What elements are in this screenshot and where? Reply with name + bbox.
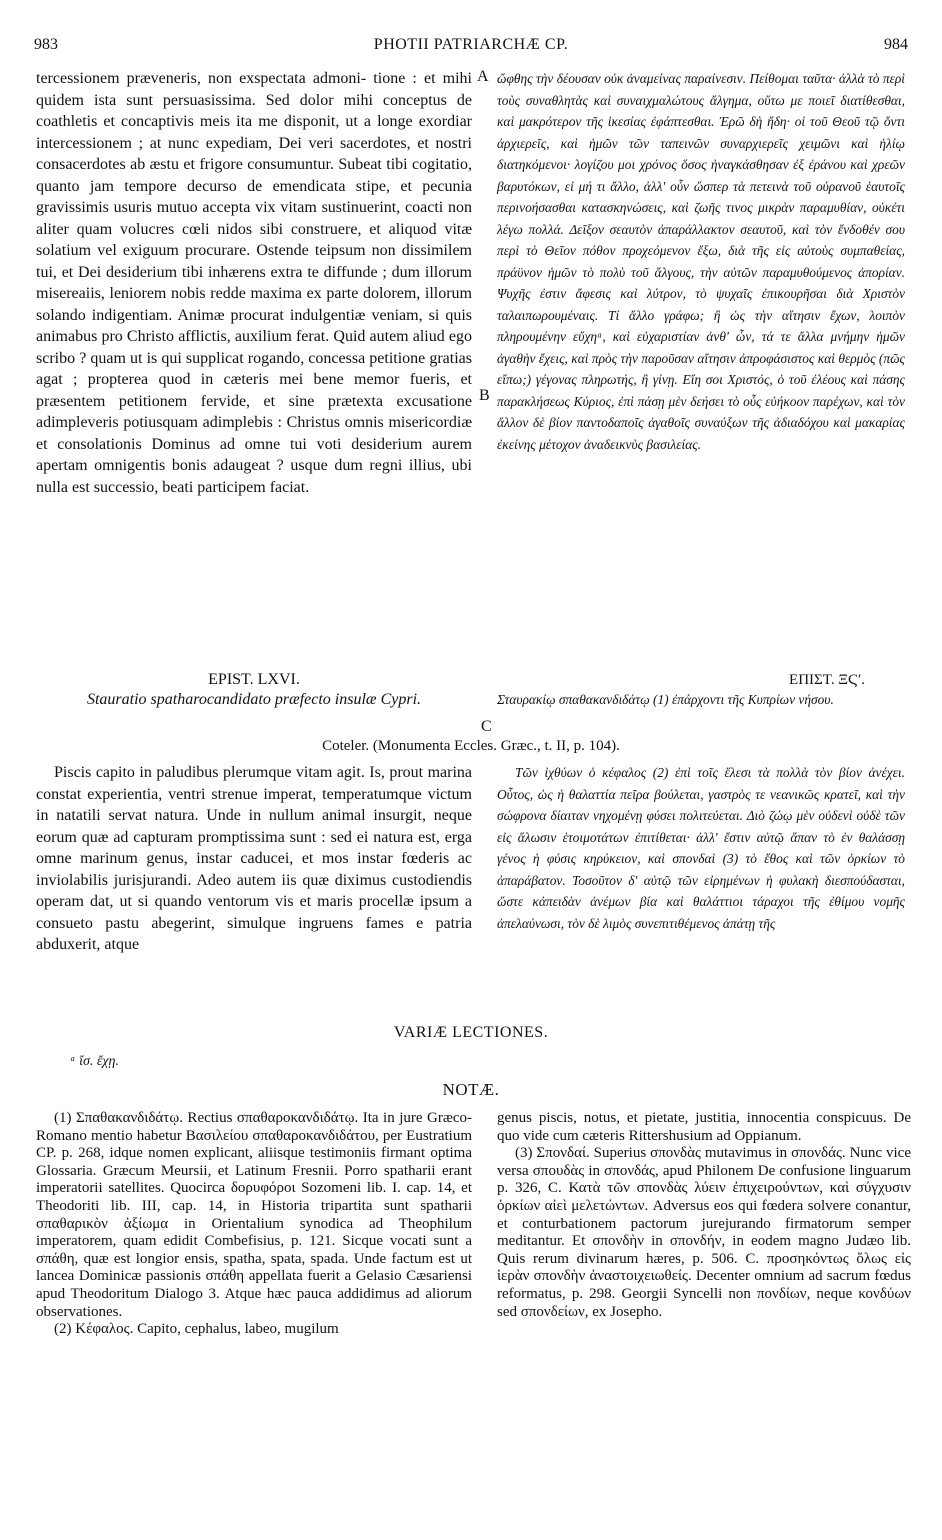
note-3: (3) Σπονδαί. Superius σπονδὰς mutavimus in σπονδάς. Nunc vice versa σπουδὰς in σπονδάς, apud Philonem De confusione linguarum p. 326, C. Κατὰ τῶν σπονδὰς λύειν ἐπιχειρούντων, καὶ σύγχυσιν ὁρκίων αἰεὶ μελετώντων. Adversus eos qui fœdera solvere conantur, et conturbationem pactorum jurejurando firmatorum semper meditantur. Et σπονδὴν in σπονδήν, in eodem magno Judæo lib. Quis rerum divinarum hæres, p. 506. C. προσηκόντως ὅλως εἰς ἱερὰν σπονδὴν ἀναστοιχειωθείς. Decenter omnium ad sacrum fœdus reformatus, p. 298. Georgii Syncelli non πονδίων, neque κονδύων sed σπονδείων, ex Josepho. bbox=[497, 1145, 911, 1320]
epistle-number-greek: ΕΠΙΣΤ. ΞϚʹ. bbox=[789, 672, 865, 688]
epistle-number-latin: EPIST. LXVI. bbox=[208, 671, 300, 688]
epistle-addressee-latin: Stauratio spatharocandidato præfecto insulæ Cypri. bbox=[86, 691, 422, 708]
notae-heading: NOTÆ. bbox=[442, 1080, 500, 1099]
greek-column-top bbox=[497, 68, 905, 455]
margin-marker-b: B bbox=[479, 387, 490, 404]
latin-paragraph-top: tercessionem præveneris, non exspectata admoni- tione : et mihi quidem ista sunt persuasissima. Sed dolor mihi conceptus de coathletis et concaptivis meis ita me disponit, ut a longe exordiar intercessionem ; at nunc expediam, Dei veri sacerdotes, et nostri consacerdotes ab æstu et frigore consumuntur. Subeat tibi cogitatio, quanto jam tempore decurso de emendicata stipe, et pecunia gravissimis usuris mutuo accepta vix vitam sustinuerint, coacti non aliter quam volucres cœli nidos sibi construere, et aliquod vitæ solatium vel exiguum procurare. Ostende teipsum non dissimilem tui, et Dei desiderium tibi inhærens extra te diffunde ; dum illorum misereaiis, leniorem nobis redde maxima ex parte dolorem, illorum solando indigentiam. Animæ procurat indulgentiæ veniam, si quis animabus pro Christo afflictis, auxilium ferat. Quid autem aliud ego scribo ? quam ut is qui supplicat rogando, concessa petitione gratias agat ; propterea quod in cæteris mei bene memor fueris, et præsentem petitionem fervide, et sine prætexta excusatione adimpleveris potiusquam adimplebis : Christus omnis misericordiæ et consolationis Dominus ad omne tui voti desiderium aurem apertam omnigentis bonis adaugeat ? usque dum regni illius, ubi nulla est successio, beati participem faciat. bbox=[36, 70, 472, 496]
notes-column-left bbox=[36, 1110, 472, 1339]
note-2-continued: genus piscis, notus, et pietate, justitia, innocentia conspicuus. De quo vide cum cæteris Rittershusium ad Oppianum. bbox=[497, 1110, 911, 1144]
greek-paragraph-top: ὤφθης τὴν δέουσαν οὐκ ἀναμείνας παραίνεσιν. Πείθομαι ταῦτα· ἀλλὰ τὸ περὶ τοὺς συναθλητὰς καὶ συναιχμαλώτους ἄλγημα, οὕτω με ποιεῖ διατίθεσθαι, καὶ μακρότερον τῆς ἱκεσίας ἐφάπτεσθαι. Ἐρῶ δὴ ἤδη· οἱ τοῦ Θεοῦ τῷ ὄντι ἀρχιερεῖς, καὶ ἡμῶν τῶν ταπεινῶν συναρχιερεῖς χειμῶνι καὶ ἡλίῳ διατηκόμενοι· λογίζου μοι χρόνος ὅσος ἠναγκάσθησαν ἐξ ἐράνου καὶ χρεῶν βαρυτόκων, εἰ μή τι ἄλλο, ἀλλ' οὖν ὥσπερ τὰ πετεινὰ τοῦ οὐρανοῦ ἑαυτοῖς περινοήσασθαι κατασκηνώσεις, καὶ ζωῆς τινος μικρὰν παραμυθίαν, οὐκέτι λέγω πολλά. Δεῖξον σεαυτὸν ἀπαράλλακτον σεαυτοῦ, καὶ τὸν ἔνδοθέν σου περὶ τὸ Θεῖον πόθον προχεόμενον ἔξω, διὰ τῆς εἰς αὐτοὺς συμπαθείας, πράϋνον ἡμῶν τὸ πολὺ τοῦ ἄλγους, τὴν αὐτῶν παραμυθούμενος ἀπορίαν. Ψυχῆς ἐστιν ἄφεσις καὶ λύτρον, τὸ ψυχαῖς ἐπικουρῆσαι διὰ Χριστὸν ταλαιπωρουμέναις. Τί ἄλλο γράφω; ἢ ὡς τὴν αἴτησιν ἔχων, λοιπὸν πληρουμένην εὔχηᵃ, καὶ εὐχαριστίαν ἀνθ' ὧν, τά τε ἄλλα μνήμην ἡμῶν ἀγαθὴν ἔχεις, καὶ πρὸς τὴν παροῦσαν αἴτησιν ἀπροφάσιστος καὶ θερμὸς (πῶς εἴπω;) γέγονας πληρωτής, ἢ γίνῃ. Εἴη σοι Χριστός, ὁ τοῦ ἐλέους καὶ πάσης παρακλήσεως Κύριος, ἐπὶ πάσῃ μὲν δεήσει τὸ οὖς εὐήκοον παρέχων, καὶ τὸν ἄλλον δὲ βίον παντοδαποῖς ἀγαθοῖς συναύξων τῆς ἀδιαδόχου καὶ μακαρίας ἐκείνης μέτοχον ἀναδεικνὺς βασιλείας. bbox=[497, 71, 905, 452]
greek-paragraph-bottom: Τῶν ἰχθύων ὁ κέφαλος (2) ἐπὶ τοῖς ἕλεσι τὰ πολλὰ τὸν βίον ἀνέχει. Οὗτος, ὡς ἡ θαλαττία πεῖρα βούλεται, γαστρὸς τε νεανικῶς κρατεῖ, καὶ τὴν σώφρονα δίαιταν νηχομένῃ φύσει πολιτεύεται. Διὸ ζώῳ μὲν οὐδενὶ οὐδὲ τῶν εἰς ἅλωσιν ἑτοιμοτάτων ἐπιτίθεται· ἀλλ' ἔστιν αὐτῷ ἅπαν τὸ ἐν θαλάσσῃ γένος ἡ φύσις κηρύκειον, καὶ σπονδαὶ (3) τὸ ἔθος καὶ τῶν ὁρκίων τὸ ἀπαράβατον. Τοσοῦτον δ' αὐτῷ τῶν εἰρημένων ἡ φυλακὴ διεσπούδασται, ὥστε κἀπειδὰν ἀνέμων βία καὶ θαλάττιοι τάραχοι τῆς ἐθίμου νομῆς ἀπελαύνωσι, τὸν δὲ λιμὸς συνεπιτιθέμενος ἀπάτῃ τῆς bbox=[497, 765, 905, 931]
page-number-left: 983 bbox=[34, 36, 58, 53]
latin-column-top bbox=[36, 68, 472, 498]
running-title: PHOTII PATRIARCHÆ CP. bbox=[373, 36, 569, 53]
note-2-start: (2) Κέφαλος. Capito, cephalus, labeo, mugilum bbox=[54, 1321, 339, 1338]
margin-marker-a: A bbox=[477, 68, 489, 85]
epistle-heading-latin bbox=[36, 670, 472, 710]
latin-paragraph-bottom: Piscis capito in paludibus plerumque vitam agit. Is, prout marina constat experientia, ventri strenue imperat, temperatumque victum in natatili servat natura. Unde in nullum animal insurgit, neque eorum quæ ad capturam promptissima sunt : sed ei natura est, erga omne marinum genus, instar caducei, et mos instar fœderis ac inviolabilis jurisjurandi. Adeo autem iis quæ diximus custodiendis operam dat, ut si quando ventorum vis et maris procellæ ipsum a consueto pastu abegerint, simulque ingruens fames e patria abduxerit, atque bbox=[36, 764, 472, 953]
latin-column-bottom bbox=[36, 762, 472, 956]
page-number-right: 984 bbox=[884, 36, 908, 53]
epistle-addressee-greek: Σταυρακίῳ σπαθακανδιδάτῳ (1) ἐπάρχοντι τῆς Κυπρίων νήσου. bbox=[497, 692, 834, 707]
source-citation: Coteler. (Monumenta Eccles. Græc., t. II, p. 104). bbox=[322, 738, 620, 754]
epistle-heading-greek bbox=[497, 670, 905, 710]
note-1: (1) Σπαθακανδιδάτῳ. Rectius σπαθαροκανδιδάτῳ. Ita in jure Græco-Romano mentio habetur Βασιλείου σπαθαροκανδιδάτου, per Eustratium CP. p. 268, idque nomen explicant, aliisque testimoniis firmant optima Glossaria. Græcum Meursii, et Latinum Fresnii. Porro spatharii erant imperatorii satellites. Quocirca δορυφόροι Sozomeni lib. I. cap. 14, et Theodoriti lib. III, cap. 14, in Historia tripartita sunt spatharii σπαθαρικὸν ἀξίωμα in Orientalium synodica ad Theophilum imperatorem, quam edidit Combefisius, p. 121. Sicque vocati sunt a σπάθη, quæ est longior ensis, spatha, spata, spada. Unde factum est ut lancea Dominicæ passionis σπάθη appellata fuerit a Gelasio Cæsariensi apud Theodoritum Dialogo 3. Atque hæc pauca addidimus ad aliorum observationes. bbox=[36, 1110, 472, 1320]
page-header bbox=[34, 36, 908, 60]
notes-column-right bbox=[497, 1110, 911, 1321]
margin-marker-c: C bbox=[481, 718, 492, 735]
variae-lectiones-text: ᵃ ἴσ. ἔχῃ. bbox=[70, 1054, 119, 1069]
greek-column-bottom bbox=[497, 762, 905, 934]
variae-lectiones-heading: VARIÆ LECTIONES. bbox=[393, 1024, 549, 1041]
